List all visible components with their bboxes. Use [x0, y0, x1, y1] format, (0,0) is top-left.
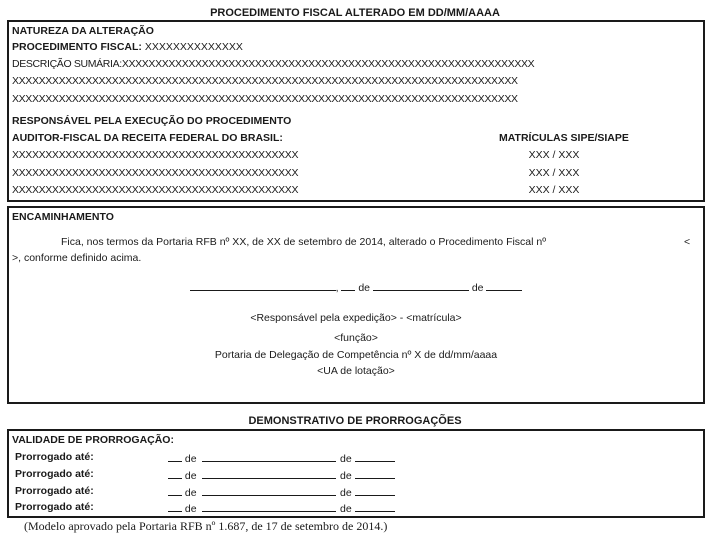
forwarding-paragraph-line1: Fica, nos termos da Portaria RFB nº XX, de XX de setembro de 2014, alterado o Procedimento Fiscal nº — [61, 236, 547, 248]
responsible-title: RESPONSÁVEL PELA EXECUÇÃO DO PROCEDIMENTO — [12, 115, 292, 127]
extension-day[interactable]: de — [168, 501, 197, 516]
date-de-2: de — [468, 282, 487, 294]
month-blank[interactable] — [373, 280, 469, 291]
summary-text-3: XXXXXXXXXXXXXXXXXXXXXXXXXXXXXXXXXXXXXXXXXXXXXXXXXXXXXXXXXXXXXXXXXXXXXXXXXXXX — [12, 93, 518, 105]
validity-label: VALIDADE DE PRORROGAÇÃO: — [12, 434, 174, 446]
auditor-name: XXXXXXXXXXXXXXXXXXXXXXXXXXXXXXXXXXXXXXXXXXX — [12, 184, 299, 196]
extension-label: Prorrogado até: — [15, 501, 94, 513]
extension-month[interactable] — [202, 451, 336, 466]
day-blank[interactable] — [341, 280, 355, 291]
extension-year[interactable]: de — [340, 485, 395, 500]
place-blank[interactable] — [190, 280, 336, 291]
date-separator: , — [335, 282, 342, 294]
nature-title: NATUREZA DA ALTERAÇÃO — [12, 25, 154, 37]
extension-label: Prorrogado até: — [15, 468, 94, 480]
extension-year[interactable]: de — [340, 501, 395, 516]
extensions-section — [7, 429, 705, 518]
forwarding-title: ENCAMINHAMENTO — [12, 211, 114, 223]
summary-text-2: XXXXXXXXXXXXXXXXXXXXXXXXXXXXXXXXXXXXXXXXXXXXXXXXXXXXXXXXXXXXXXXXXXXXXXXXXXXX — [12, 75, 518, 87]
extension-month[interactable] — [202, 485, 336, 500]
extension-day[interactable]: de — [168, 451, 197, 466]
extension-year[interactable]: de — [340, 451, 395, 466]
procedure-value: XXXXXXXXXXXXXX — [144, 41, 243, 53]
forwarding-paragraph-lt: < — [684, 236, 691, 248]
unit-line: <UA de lotação> — [317, 365, 395, 377]
alteration-section — [7, 20, 705, 202]
extension-year[interactable]: de — [340, 468, 395, 483]
signer-line: <Responsável pela expedição> - <matrícula> — [250, 312, 462, 324]
document-title: PROCEDIMENTO FISCAL ALTERADO EM DD/MM/AAAA — [210, 7, 500, 19]
forwarding-section — [7, 206, 705, 404]
procedure-label: PROCEDIMENTO FISCAL: — [12, 41, 142, 53]
extension-label: Prorrogado até: — [15, 485, 94, 497]
extension-day[interactable]: de — [168, 468, 197, 483]
extension-label: Prorrogado até: — [15, 451, 94, 463]
summary-label: DESCRIÇÃO SUMÁRIA: — [12, 58, 122, 70]
summary-text-1: XXXXXXXXXXXXXXXXXXXXXXXXXXXXXXXXXXXXXXXXXXXXXXXXXXXXXXXXXXXXXX — [121, 58, 535, 70]
footer-note: (Modelo aprovado pela Portaria RFB nº 1.687, de 17 de setembro de 2014.) — [24, 519, 388, 533]
extension-day[interactable]: de — [168, 485, 197, 500]
extension-month[interactable] — [202, 501, 336, 516]
auditor-name: XXXXXXXXXXXXXXXXXXXXXXXXXXXXXXXXXXXXXXXXXXX — [12, 149, 299, 161]
procedure-line — [12, 41, 243, 54]
matriculas-label: MATRÍCULAS SIPE/SIAPE — [499, 132, 629, 144]
summary-line — [12, 58, 534, 71]
delegation-line: Portaria de Delegação de Competência nº X de dd/mm/aaaa — [214, 349, 498, 361]
date-de-1: de — [355, 282, 373, 294]
extension-month[interactable] — [202, 468, 336, 483]
auditor-name: XXXXXXXXXXXXXXXXXXXXXXXXXXXXXXXXXXXXXXXXXXX — [12, 167, 299, 179]
extensions-title: DEMONSTRATIVO DE PRORROGAÇÕES — [248, 415, 462, 427]
auditor-matricula: XXX / XXX — [528, 184, 580, 196]
auditor-matricula: XXX / XXX — [528, 167, 580, 179]
auditor-matricula: XXX / XXX — [528, 149, 580, 161]
year-blank[interactable] — [486, 280, 522, 291]
auditor-label: AUDITOR-FISCAL DA RECEITA FEDERAL DO BRASIL: — [12, 132, 283, 144]
forwarding-paragraph-line2: >, conforme definido acima. — [12, 252, 142, 264]
date-line — [9, 280, 703, 295]
function-line: <função> — [334, 332, 378, 344]
